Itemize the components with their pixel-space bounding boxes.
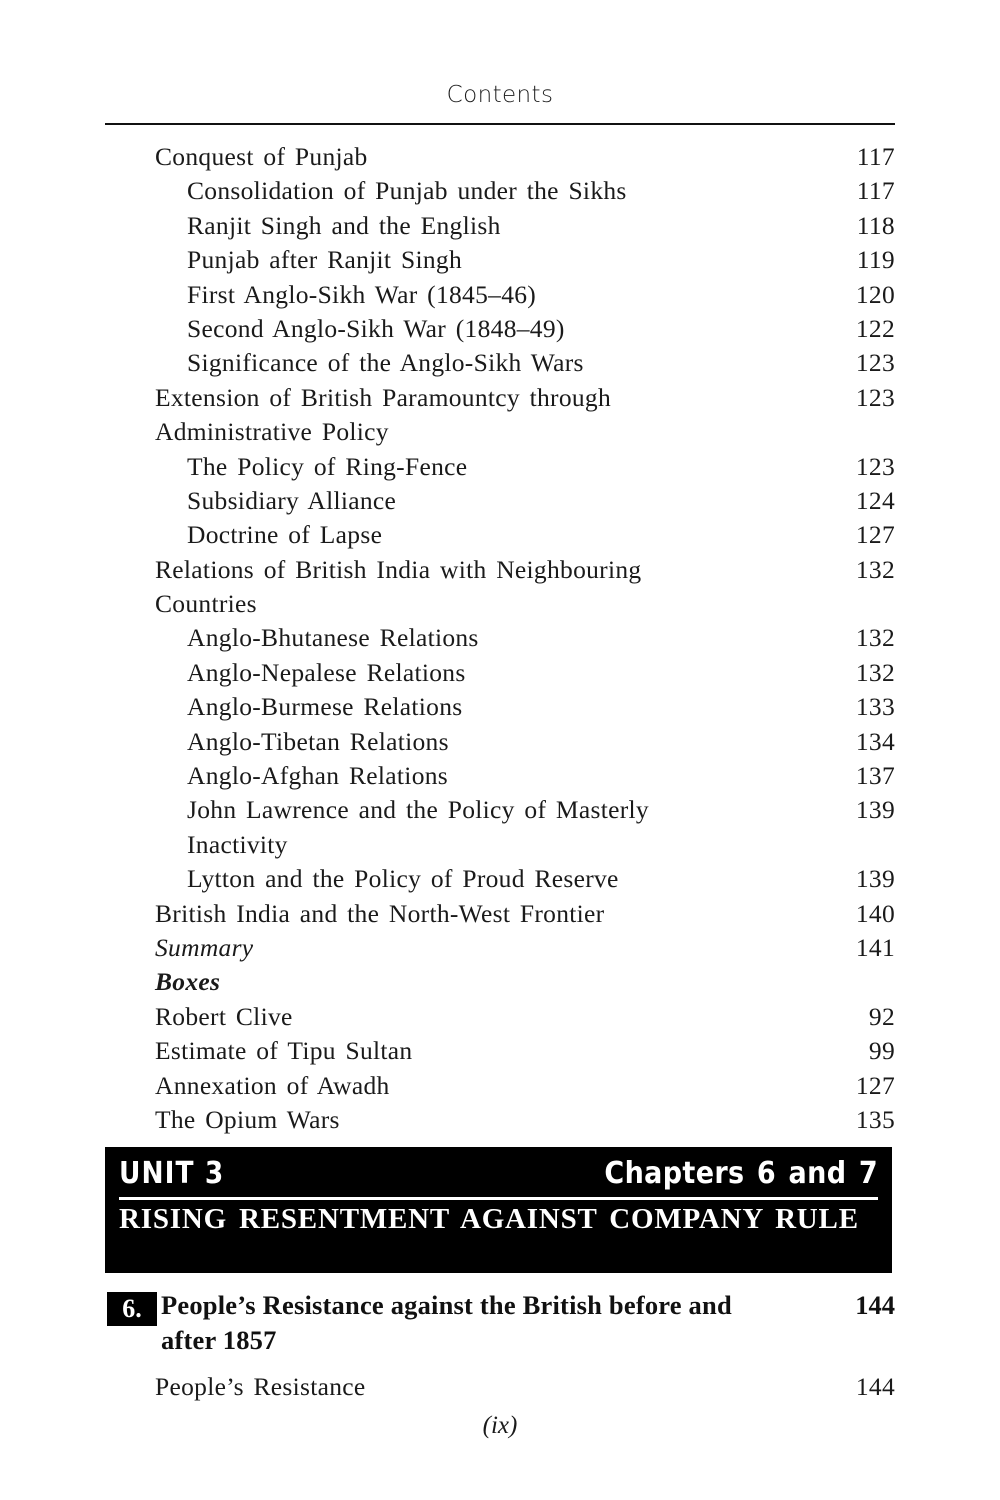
toc-row[interactable] [105, 1000, 895, 1034]
toc-entry-page-number: 132 [855, 623, 895, 653]
chapter-page-number: 144 [855, 1290, 895, 1320]
unit-title: RISING RESENTMENT AGAINST COMPANY RULE [119, 1203, 859, 1235]
toc-entry-page-number: 135 [855, 1104, 895, 1134]
toc-row[interactable] [105, 312, 895, 346]
toc-entry-label: Relations of British India with Neighbouring [155, 554, 642, 584]
toc-entry-page-number: 123 [855, 451, 895, 481]
toc-entry-page-number: 139 [855, 864, 895, 894]
toc-row[interactable] [105, 278, 895, 312]
toc-entry-page-number: 127 [855, 520, 895, 550]
toc-entry-label: Inactivity [187, 829, 288, 859]
toc-row[interactable] [105, 793, 895, 827]
toc-entry-label: Punjab after Ranjit Singh [187, 245, 463, 275]
toc-row[interactable] [105, 140, 895, 174]
toc-entry-page-number: 122 [855, 313, 895, 343]
chapter-sub-list [105, 1370, 895, 1404]
toc-entry-label: Doctrine of Lapse [187, 520, 383, 550]
toc-entry-label: Subsidiary Alliance [187, 485, 397, 515]
toc-entry-page-number: 123 [855, 382, 895, 412]
toc-entry-page-number: 144 [855, 1372, 895, 1401]
toc-entry-label: Extension of British Paramountcy through [155, 382, 612, 412]
toc-row[interactable] [105, 828, 895, 862]
toc-entry-page-number: 119 [856, 245, 895, 275]
toc-row[interactable] [105, 587, 895, 621]
toc-entry-page-number: 124 [855, 485, 895, 515]
toc-row[interactable] [105, 1034, 895, 1068]
toc-entry-page-number: 123 [855, 348, 895, 378]
toc-entry-label: Conquest of Punjab [155, 142, 368, 171]
toc-entry-label: Significance of the Anglo-Sikh Wars [187, 348, 584, 378]
toc-row[interactable] [105, 518, 895, 552]
toc-row[interactable] [105, 174, 895, 208]
toc-entry-label: First Anglo-Sikh War (1845–46) [187, 279, 537, 309]
toc-row[interactable] [105, 415, 895, 449]
unit-name: UNIT 3 [119, 1156, 225, 1191]
toc-entry-label: Administrative Policy [155, 417, 389, 447]
toc-row[interactable] [105, 243, 895, 277]
toc-entry-label: Anglo-Nepalese Relations [187, 657, 466, 687]
toc-entry-page-number: 139 [855, 795, 895, 825]
toc-entry-label: Ranjit Singh and the English [187, 210, 501, 240]
toc-row[interactable] [105, 484, 895, 518]
toc-entry-label: British India and the North-West Frontier [155, 898, 605, 928]
toc-row[interactable] [105, 553, 895, 587]
toc-entry-page-number: 134 [855, 726, 895, 756]
toc-entry-page-number: 118 [856, 210, 895, 240]
toc-row[interactable] [105, 897, 895, 931]
toc-entry-page-number: 137 [855, 761, 895, 791]
toc-entry-page-number: 140 [855, 898, 895, 928]
toc-entry-label: Robert Clive [155, 1001, 293, 1031]
toc-entry-label: The Opium Wars [155, 1104, 340, 1134]
toc-entry-label: Boxes [155, 967, 221, 997]
toc-entry-label: Second Anglo-Sikh War (1848–49) [187, 313, 565, 343]
toc-entry-label: John Lawrence and the Policy of Masterly [187, 795, 649, 825]
toc-row[interactable] [105, 931, 895, 965]
toc-entry-page-number: 127 [855, 1070, 895, 1100]
toc-entry-label: Anglo-Afghan Relations [187, 761, 449, 791]
toc-entry-page-number: 92 [868, 1001, 895, 1031]
toc-entry-label: Anglo-Burmese Relations [187, 692, 463, 722]
toc-entry-label: Lytton and the Policy of Proud Reserve [187, 864, 619, 894]
toc-list [105, 140, 895, 1137]
toc-entry-label: The Policy of Ring-Fence [187, 451, 468, 481]
toc-row[interactable] [105, 450, 895, 484]
toc-entry-page-number: 132 [855, 554, 895, 584]
page-folio: (ix) [482, 1412, 518, 1439]
toc-row[interactable] [105, 862, 895, 896]
toc-row[interactable] [105, 621, 895, 655]
toc-row[interactable] [105, 965, 895, 999]
header-divider [105, 123, 895, 125]
unit-chapters-label: Chapters 6 and 7 [604, 1156, 878, 1191]
toc-entry-page-number: 141 [855, 932, 895, 962]
toc-row[interactable] [105, 209, 895, 243]
toc-row[interactable] [105, 725, 895, 759]
toc-entry-label: Annexation of Awadh [155, 1070, 390, 1100]
chapter-title: People’s Resistance against the British before and after 1857 [161, 1290, 732, 1355]
unit-banner-divider [119, 1197, 878, 1200]
toc-row[interactable] [105, 690, 895, 724]
toc-entry-label: Consolidation of Punjab under the Sikhs [187, 176, 627, 206]
toc-entry-page-number: 120 [855, 279, 895, 309]
toc-row[interactable] [105, 1069, 895, 1103]
toc-entry-label: Summary [155, 932, 254, 962]
toc-entry-label: Anglo-Tibetan Relations [187, 726, 449, 756]
toc-entry-label: Estimate of Tipu Sultan [155, 1036, 413, 1066]
toc-row[interactable] [105, 656, 895, 690]
toc-row[interactable] [105, 346, 895, 380]
toc-row[interactable] [105, 381, 895, 415]
toc-entry-page-number: 117 [856, 176, 895, 206]
toc-entry-page-number: 117 [856, 142, 895, 171]
unit-banner [105, 1147, 892, 1273]
chapter-number-badge: 6. [107, 1292, 157, 1326]
toc-entry-page-number: 132 [855, 657, 895, 687]
unit-banner-top [119, 1154, 878, 1194]
toc-entry-label: People’s Resistance [155, 1372, 366, 1401]
toc-entry-page-number: 133 [855, 692, 895, 722]
toc-row[interactable] [105, 1103, 895, 1137]
toc-entry-label: Anglo-Bhutanese Relations [187, 623, 479, 653]
toc-entry-label: Countries [155, 589, 257, 619]
toc-row[interactable] [105, 1370, 895, 1404]
toc-entry-page-number: 99 [868, 1036, 895, 1066]
running-head: Contents [446, 82, 554, 108]
toc-row[interactable] [105, 759, 895, 793]
